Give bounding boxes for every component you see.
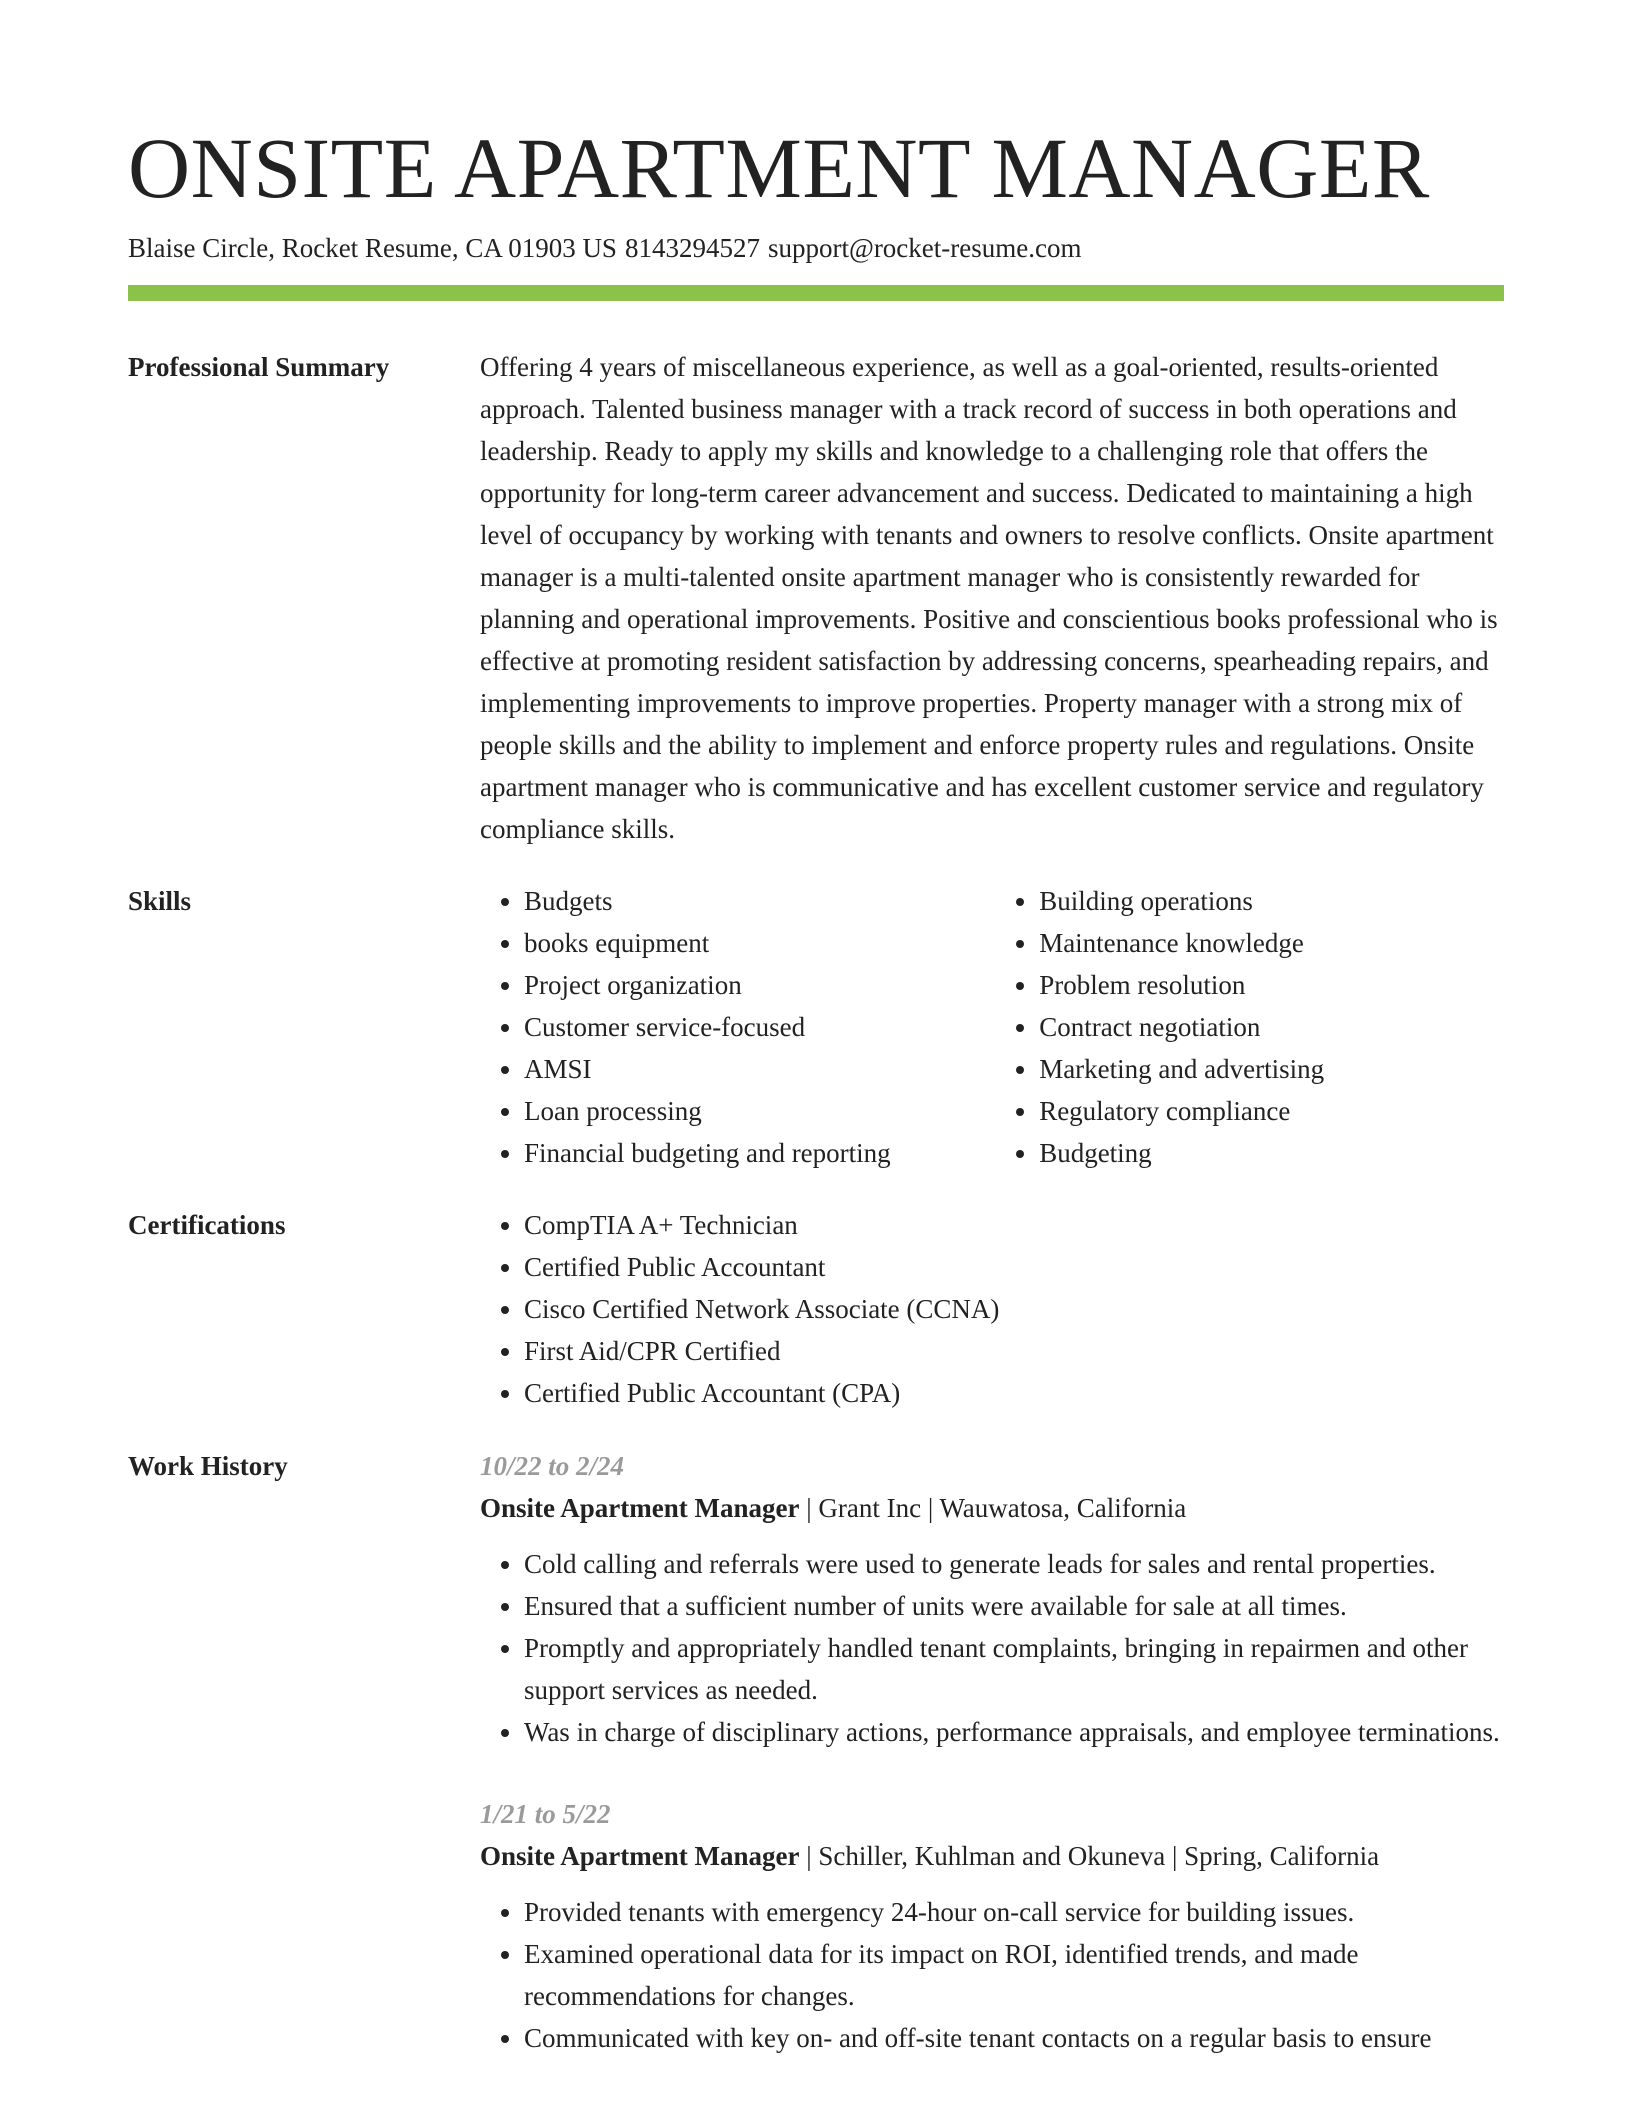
job-bullet: • Communicated with key on- and off-site tenant contacts on a regular basis to ensure (524, 2017, 1504, 2059)
header-divider (128, 285, 1504, 301)
summary-text: Offering 4 years of miscellaneous experience, as well as a goal-oriented, results-oriented approach. Talented business manager with a track record of success in both operations and leadership. Ready to apply my skills and knowledge to a challenging role that offers the opportunity for long-term career advancement and success. Dedicated to maintaining a high level of occupancy by working with tenants and owners to resolve conflicts. Onsite apartment manager is a multi-talented onsite apartment manager who is consistently rewarded for planning and operational improvements. Positive and conscientious books professional who is effective at promoting resident satisfaction by addressing concerns, spearheading repairs, and implementing improvements to improve properties. Property manager with a strong mix of people skills and the ability to implement and enforce property rules and regulations. Onsite apartment manager who is communicative and has excellent customer service and regulatory compliance skills. (480, 352, 1498, 844)
job-company: Schiller, Kuhlman and Okuneva (818, 1841, 1166, 1871)
job-bullets (480, 1891, 1504, 2059)
summary-body (480, 346, 1504, 850)
skills-heading: Skills (128, 886, 192, 916)
contact-address: Blaise Circle, Rocket Resume, CA 01903 US (128, 233, 617, 263)
job-heading: Onsite Apartment Manager | Grant Inc | Wauwatosa, California (480, 1493, 1187, 1523)
contact-phone: 8143294527 (624, 233, 760, 263)
skill-item: • Financial budgeting and reporting (524, 1132, 935, 1174)
skill-item: • books equipment (524, 922, 935, 964)
job-title: Onsite Apartment Manager (480, 1493, 800, 1523)
skills-body (480, 880, 1504, 1174)
skills-list-left (480, 880, 935, 1174)
job-title: Onsite Apartment Manager (480, 1841, 800, 1871)
job-entry (480, 1445, 1504, 1753)
job-dates: 10/22 to 2/24 (480, 1451, 625, 1481)
job-bullet: • Cold calling and referrals were used to generate leads for sales and rental properties. (524, 1543, 1504, 1585)
skill-item: • Budgets (524, 880, 935, 922)
skill-item: • Loan processing (524, 1090, 935, 1132)
job-entry (480, 1793, 1504, 2059)
certification-item: • First Aid/CPR Certified (524, 1330, 1504, 1372)
skill-item: • Regulatory compliance (1039, 1090, 1504, 1132)
job-bullet: • Promptly and appropriately handled tenant complaints, bringing in repairmen and other support services as needed. (524, 1627, 1504, 1711)
certifications-body (480, 1204, 1504, 1414)
job-heading: Onsite Apartment Manager | Schiller, Kuhlman and Okuneva | Spring, California (480, 1841, 1380, 1871)
job-company: Grant Inc (818, 1493, 922, 1523)
skill-item: • Project organization (524, 964, 935, 1006)
job-bullet: • Provided tenants with emergency 24-hour on-call service for building issues. (524, 1891, 1504, 1933)
job-bullet: • Was in charge of disciplinary actions, performance appraisals, and employee terminations. (524, 1711, 1504, 1753)
skill-item: • Maintenance knowledge (1039, 922, 1504, 964)
contact-email[interactable]: support@rocket-resume.com (767, 233, 1082, 263)
skill-item: • Contract negotiation (1039, 1006, 1504, 1048)
certification-item: • Certified Public Accountant (CPA) (524, 1372, 1504, 1414)
summary-heading: Professional Summary (128, 352, 390, 382)
candidate-name: ONSITE APARTMENT MANAGER (128, 120, 1430, 216)
certifications-list (480, 1204, 1504, 1414)
certification-item: • CompTIA A+ Technician (524, 1204, 1504, 1246)
work-history-heading: Work History (128, 1451, 288, 1481)
job-location: Spring, California (1184, 1841, 1380, 1871)
skills-list-right (935, 880, 1504, 1174)
contact-line (128, 230, 1089, 266)
certification-item: • Cisco Certified Network Associate (CCNA) (524, 1288, 1504, 1330)
skill-item: • AMSI (524, 1048, 935, 1090)
certification-item: • Certified Public Accountant (524, 1246, 1504, 1288)
job-bullets (480, 1543, 1504, 1753)
work-history-body (480, 1445, 1504, 2099)
job-bullet: • Ensured that a sufficient number of units were available for sale at all times. (524, 1585, 1504, 1627)
job-location: Wauwatosa, California (939, 1493, 1187, 1523)
skill-item: • Budgeting (1039, 1132, 1504, 1174)
skill-item: • Customer service-focused (524, 1006, 935, 1048)
job-dates: 1/21 to 5/22 (480, 1799, 611, 1829)
skill-item: • Marketing and advertising (1039, 1048, 1504, 1090)
job-bullet: • Examined operational data for its impact on ROI, identified trends, and made recommendations for changes. (524, 1933, 1504, 2017)
certifications-heading: Certifications (128, 1210, 286, 1240)
skill-item: • Building operations (1039, 880, 1504, 922)
skill-item: • Problem resolution (1039, 964, 1504, 1006)
